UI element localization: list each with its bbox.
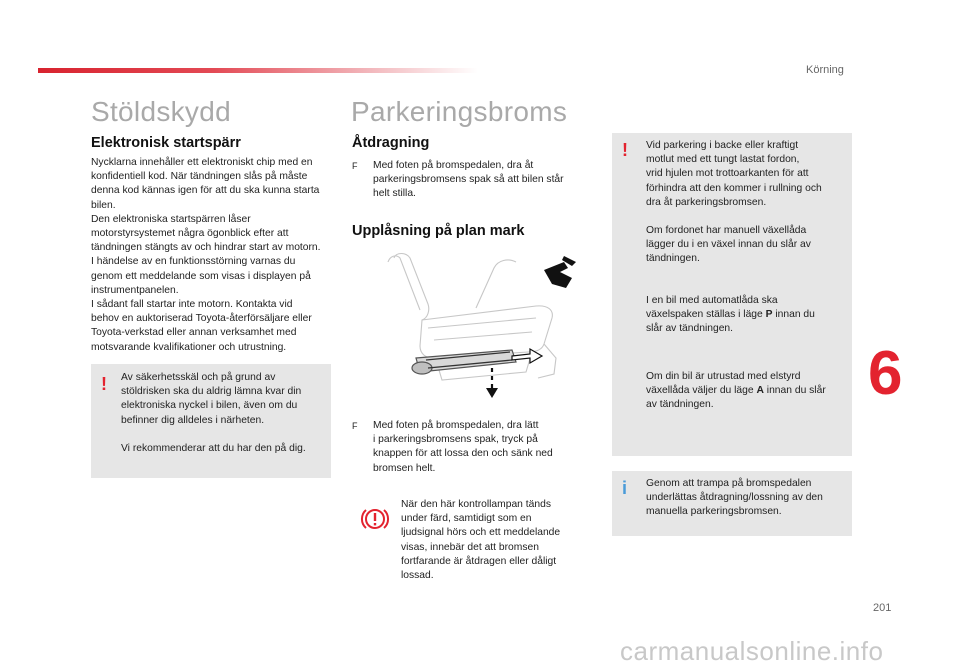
heading-atdragning: Åtdragning (352, 135, 430, 151)
lamp-description: När den här kontrollampan tänds under färd, samtidigt som en ljudsignal hörs och ett meddelande visas, innebär det att bromsen fortfarande är åtdragen eller dåligt lossad. (401, 499, 561, 582)
warning-right-p3: I en bil med automatlåda ska växelspaken ställas i läge P innan du slår av tändningen. (646, 295, 815, 335)
page-title-parkeringsbroms: Parkeringsbroms (351, 96, 568, 127)
heading-upplasning: Upplåsning på plan mark (352, 223, 525, 239)
warning-icon: ! (101, 374, 107, 394)
bullet-atdragning: F Med foten på bromspedalen, dra åt parkeringsbromsens spak så att bilen står helt stilla. (352, 160, 564, 200)
warning-right-p2: Om fordonet har manuell växellåda lägger du i en växel innan du slår av tändningen. (646, 225, 811, 265)
bullet-mark: F (352, 421, 358, 431)
bullet-mark: F (352, 161, 358, 171)
startsparr-body: Nycklarna innehåller ett elektroniskt chip med en konfidentiell kod. När tändningen slås på måste denna kod kännas igen för att du ska kunna starta bilen. Den elektroniska startspärren låser motorstyrsystemet några ögonblick efter att tändningen stängts av och hindrar start av motorn. I händelse av en funktionsstörning varnas du genom ett meddelande som visas i displayen på instrumentpanelen. I sådant fall startar inte motorn. Kontakta vid behov en auktoriserad Toyota-återförsäljare eller Toyota-verkstad eller annan verksamhet med motsvarande kvalifikationer och utrustning. (91, 157, 321, 353)
info-icon: i (622, 478, 628, 498)
parking-brake-illustration (376, 248, 584, 404)
chapter-color-bar (38, 68, 478, 73)
page-title-stoldskydd: Stöldskydd (91, 96, 231, 127)
info-right-text: Genom att trampa på bromspedalen underlättas åtdragning/lossning av den manuella parkeringsbromsen. (646, 478, 823, 518)
section-label: Körning (806, 64, 844, 76)
watermark: carmanualsonline.info (620, 636, 884, 666)
bullet-upplasning: F Med foten på bromspedalen, dra lätt i parkeringsbromsens spak, tryck på knappen för att lossa den och sänk ned bromsen helt. (352, 420, 553, 474)
warning-right-p4: Om din bil är utrustad med elstyrd växellåda väljer du läge A innan du slår av tändningen. (646, 371, 826, 411)
brake-warning-lamp-icon (360, 506, 390, 532)
warning-left-text: Av säkerhetsskäl och på grund av stöldrisken ska du aldrig lämna kvar din elektroniska nyckel i bilen, även om du befinner dig alldeles i närheten. Vi rekommenderar att du har den på dig. (121, 372, 306, 454)
chapter-number: 6 (868, 339, 903, 408)
heading-elektronisk-startsparr: Elektronisk startspärr (91, 135, 241, 151)
page-number: 201 (873, 602, 892, 614)
warning-right-p1: Vid parkering i backe eller kraftigt motlut med ett tungt lastat fordon, vrid hjulen mot trottoarkanten för att förhindra att den kommer i rullning och dra åt parkeringsbromsen. (646, 140, 822, 208)
warning-icon: ! (622, 140, 628, 160)
